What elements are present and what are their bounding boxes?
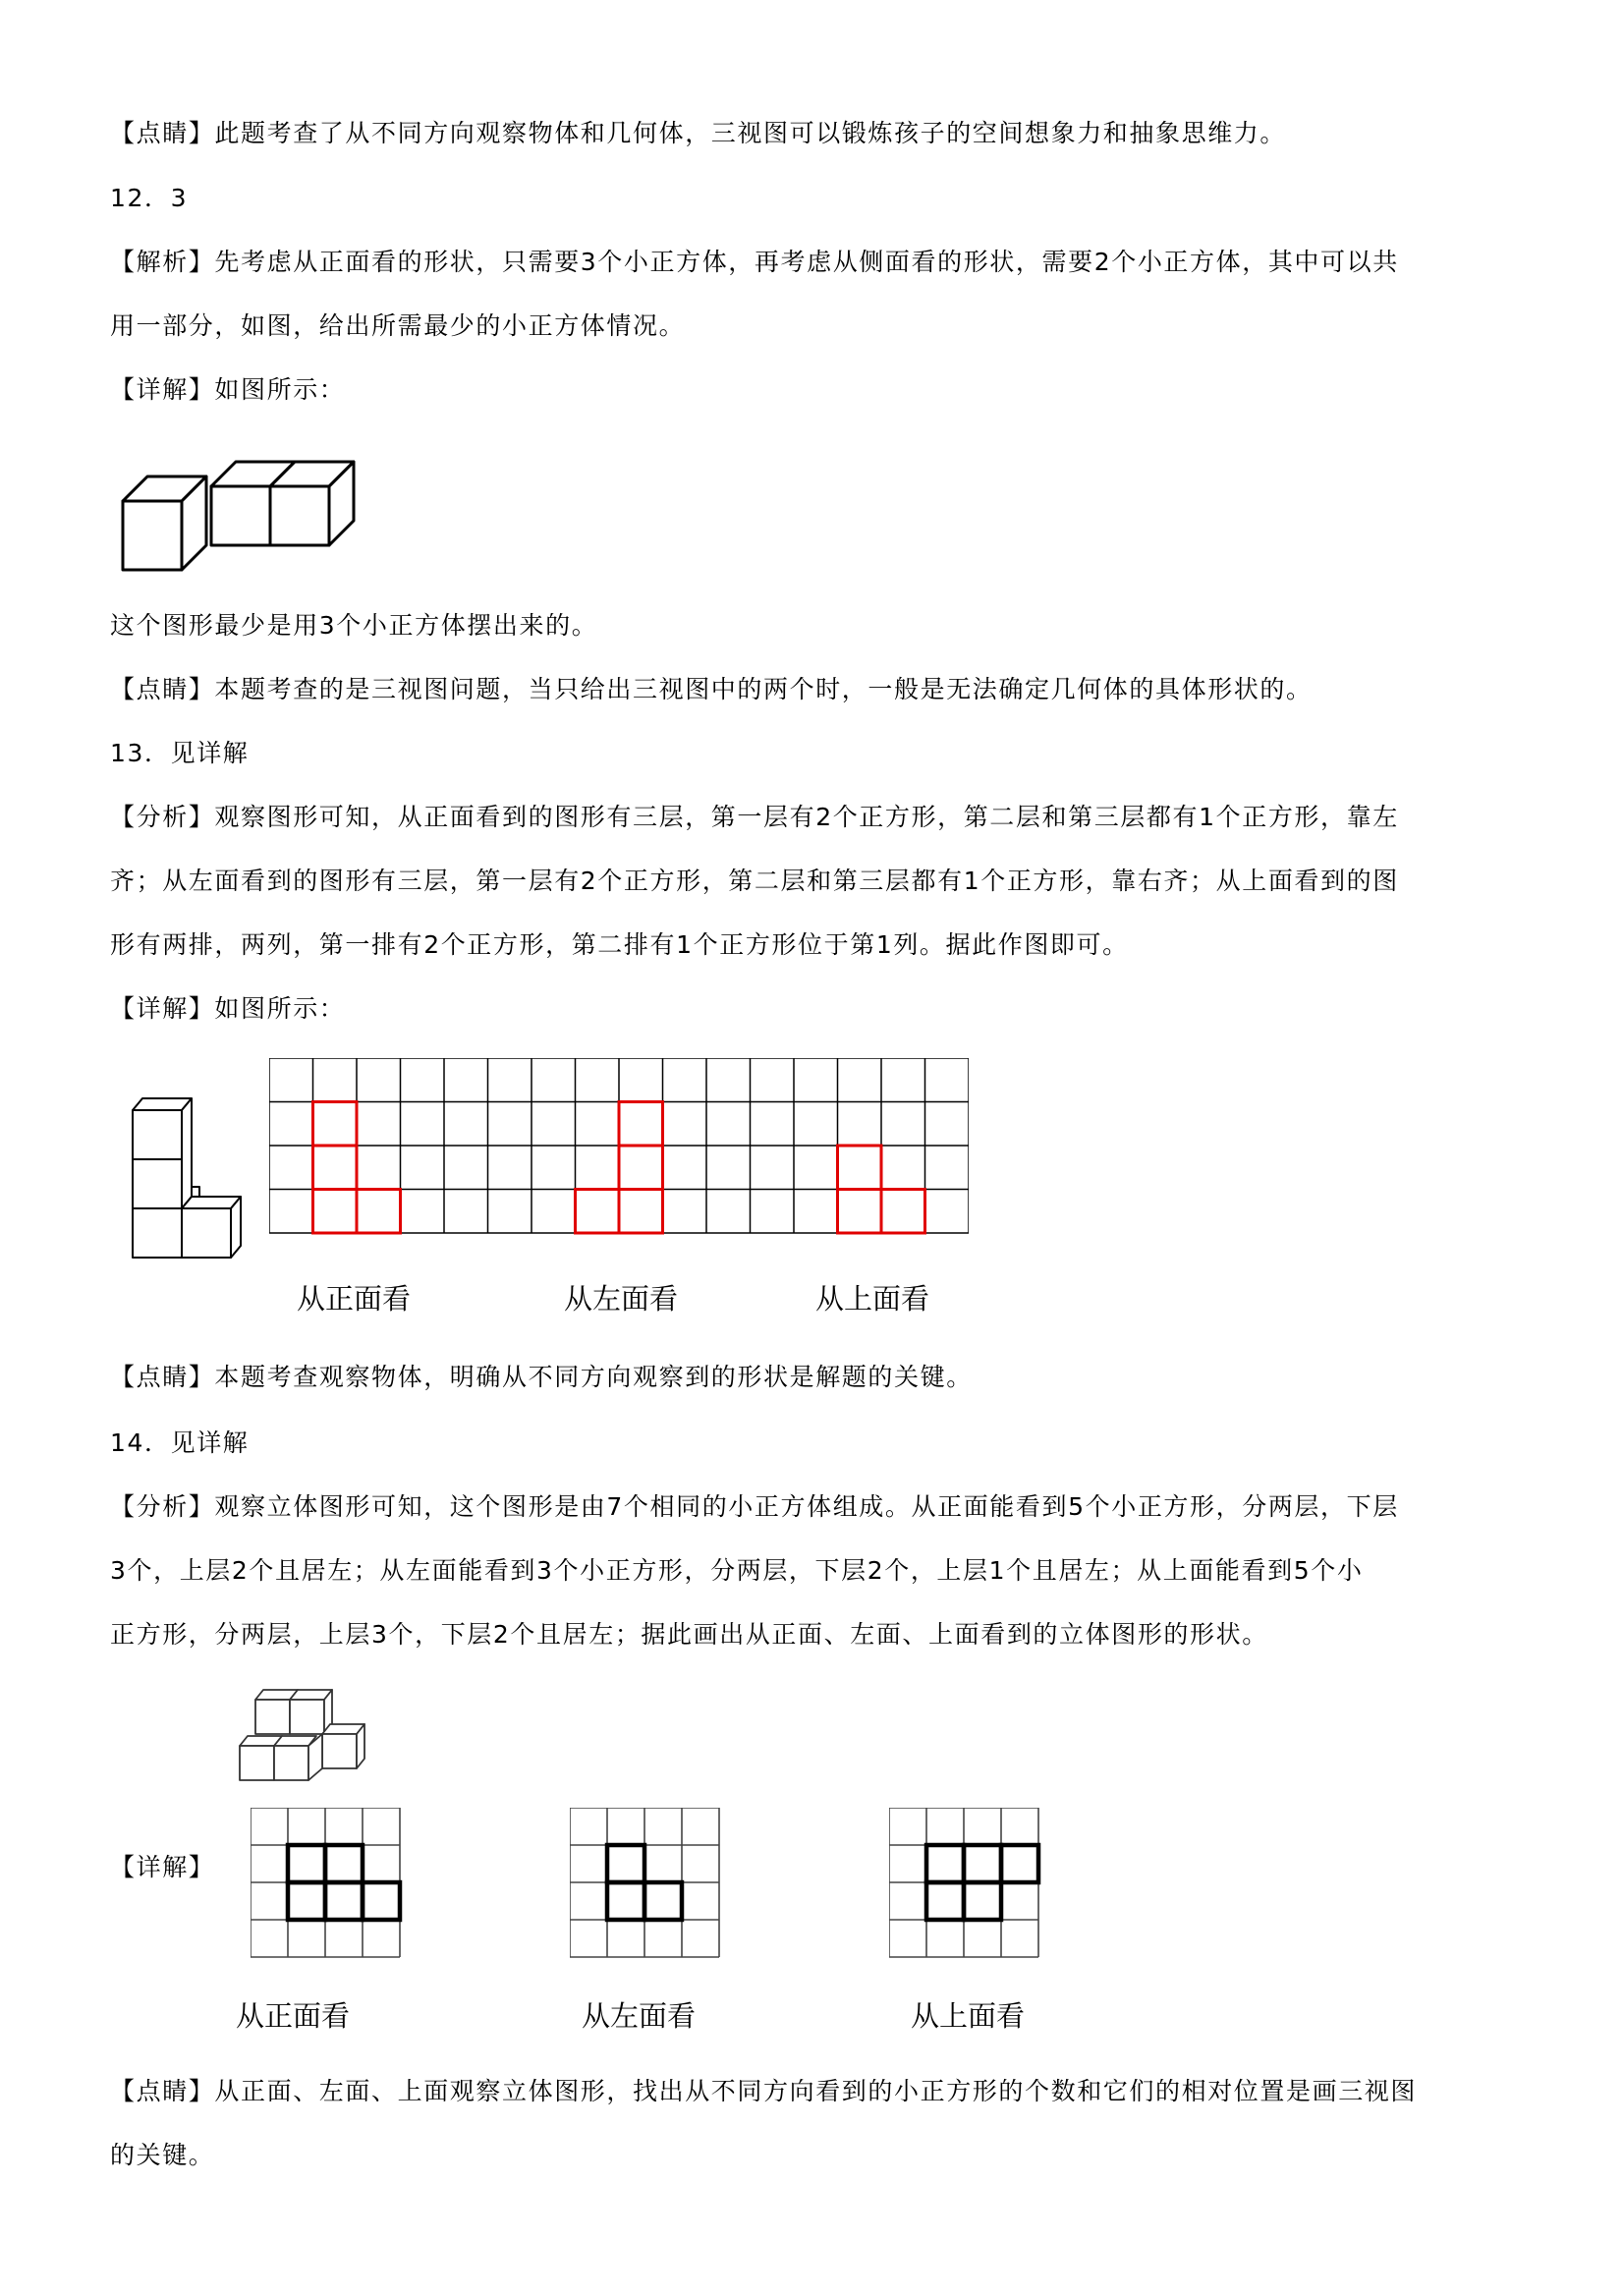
caption-top-view: 从上面看 [911,1999,1026,2033]
text-line: 【详解】如图所示： [110,375,346,404]
text-line: 【点睛】此题考查了从不同方向观察物体和几何体，三视图可以锻炼孩子的空间想象力和抽象思维力。 [110,119,1287,147]
text-line: 正方形，分两层，上层3个，下层2个且居左；据此画出从正面、左面、上面看到的立体图形的形状。 [110,1620,1268,1649]
caption-left-view: 从左面看 [564,1282,679,1316]
caption-front-view: 从正面看 [297,1282,412,1316]
text-line: 3个，上层2个且居左；从左面能看到3个小正方形，分两层，下层2个，上层1个且居左；从上面能看到5个小 [110,1556,1364,1585]
caption-top-view: 从上面看 [815,1282,930,1316]
caption-front-view: 从正面看 [236,1999,351,2033]
q14-front-grid [251,1808,408,1965]
q14-left-grid [570,1808,727,1965]
text-line: 【点睛】本题考查的是三视图问题，当只给出三视图中的两个时，一般是无法确定几何体的具体形状的。 [110,675,1313,703]
q14-solid-figure [236,1685,393,1798]
text-line: 【分析】观察图形可知，从正面看到的图形有三层，第一层有2个正方形，第二层和第三层都有1个正方形，靠左 [110,803,1399,831]
three-cubes-figure [113,447,378,585]
text-line: 用一部分，如图，给出所需最少的小正方体情况。 [110,311,686,340]
text-line: 【点睛】从正面、左面、上面观察立体图形，找出从不同方向看到的小正方形的个数和它们的相对位置是画三视图 [110,2077,1418,2105]
text-line: 【点睛】本题考查观察物体，明确从不同方向观察到的形状是解题的关键。 [110,1363,973,1391]
q13-view-grid [269,1058,969,1241]
text-line: 齐；从左面看到的图形有三层，第一层有2个正方形，第二层和第三层都有1个正方形，靠右齐；从上面看到的图 [110,867,1399,895]
answer-number: 12．3 [110,184,189,212]
caption-left-view: 从左面看 [582,1999,697,2033]
answer-number: 13．见详解 [110,739,250,767]
text-line: 这个图形最少是用3个小正方体摆出来的。 [110,611,598,640]
text-line: 的关键。 [110,2141,215,2169]
left-view-shape [576,1102,663,1234]
text-line: 【解析】先考虑从正面看的形状，只需要3个小正方体，再考虑从侧面看的形状，需要2个小正方体，其中可以共 [110,248,1399,276]
text-line: 【详解】 [110,1853,215,1881]
answer-number: 14．见详解 [110,1428,250,1457]
front-view-shape [313,1102,401,1234]
text-line: 【详解】如图所示： [110,994,346,1023]
q14-top-grid [889,1808,1046,1965]
top-view-shape [838,1146,925,1233]
q13-solid-figure [128,1086,255,1272]
text-line: 形有两排，两列，第一排有2个正方形，第二排有1个正方形位于第1列。据此作图即可。 [110,930,1129,959]
text-line: 【分析】观察立体图形可知，这个图形是由7个相同的小正方体组成。从正面能看到5个小正方形，分两层，下层 [110,1492,1399,1521]
